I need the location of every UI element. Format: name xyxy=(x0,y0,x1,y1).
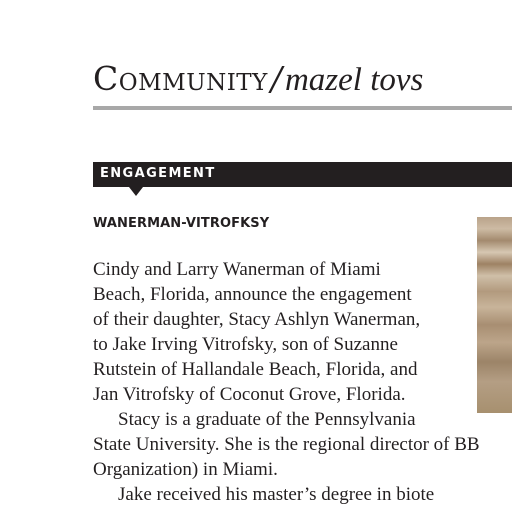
paragraph-line: Stacy is a graduate of the Pennsylvania xyxy=(118,409,416,430)
section-bar xyxy=(93,162,512,187)
paragraph-1 xyxy=(93,257,459,407)
announcement-heading: WANERMAN-VITROFKSY xyxy=(93,216,270,231)
header-separator: / xyxy=(270,59,282,98)
paragraph-line: of their daughter, Stacy Ashlyn Wanerman, xyxy=(93,309,421,330)
paragraph-line: Jan Vitrofsky of Coconut Grove, Florida. xyxy=(93,384,406,405)
section-bar-label: ENGAGEMENT xyxy=(100,166,216,181)
paragraph-line: State University. She is the regional director of BB xyxy=(93,434,480,455)
section-bar-pointer xyxy=(129,187,143,196)
page-header-title xyxy=(93,59,424,98)
subsection-name: mazel tovs xyxy=(284,62,424,98)
paragraph-line: Rutstein of Hallandale Beach, Florida, and xyxy=(93,359,418,380)
paragraph-line: Beach, Florida, announce the engagement xyxy=(93,284,412,305)
header-rule xyxy=(93,106,512,110)
paragraph-line: Cindy and Larry Wanerman of Miami xyxy=(93,259,381,280)
paragraph-line: Jake received his master’s degree in biote xyxy=(118,484,435,505)
paragraph-line: to Jake Irving Vitrofsky, son of Suzanne xyxy=(93,334,398,355)
section-name: Community xyxy=(93,59,268,98)
paragraph-line: Organization) in Miami. xyxy=(93,459,278,480)
couple-photo xyxy=(477,217,512,413)
